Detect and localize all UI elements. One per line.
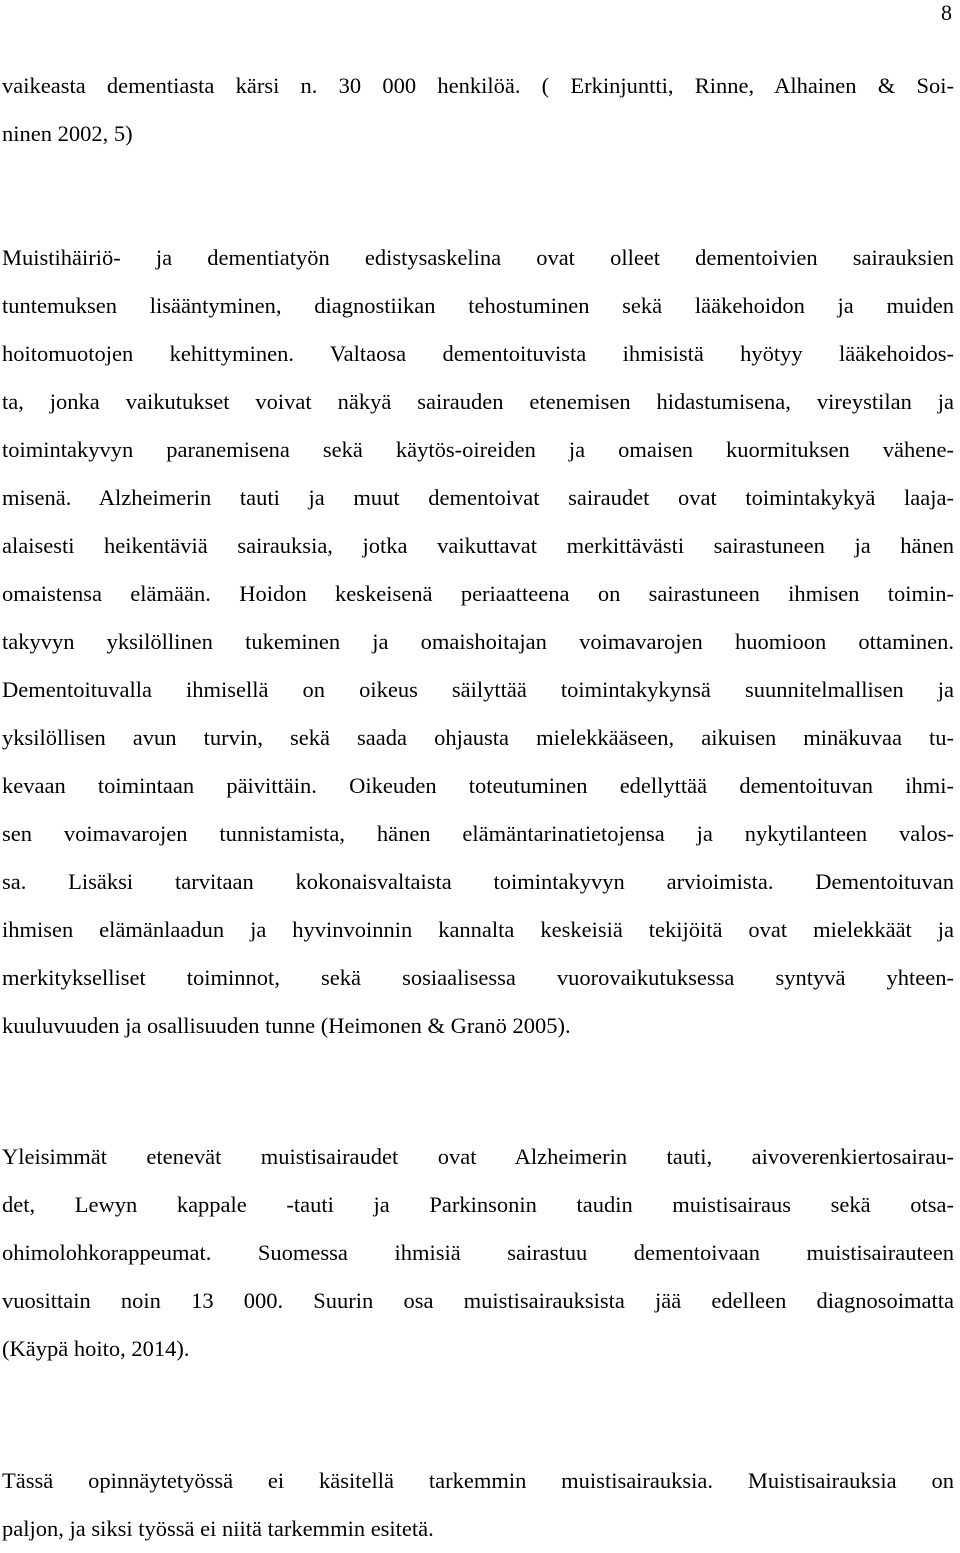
text-line: alaisesti heikentäviä sairauksia, jotka vaikuttavat merkittävästi sairastuneen ja hänen <box>2 533 954 558</box>
text-line: Muistihäiriö- ja dementiatyön edistysaskelina ovat olleet dementoivien sairauksien <box>2 245 954 270</box>
text-line: omaistensa elämään. Hoidon keskeisenä periaatteena on sairastuneen ihmisen toimin- <box>2 581 954 606</box>
text-line: (Käypä hoito, 2014). <box>2 1336 190 1361</box>
text-line: vaikeasta dementiasta kärsi n. 30 000 henkilöä. ( Erkinjuntti, Rinne, Alhainen & Soi- <box>2 73 954 98</box>
page-number: 8 <box>941 0 952 25</box>
text-line: kevaan toimintaan päivittäin. Oikeuden toteutuminen edellyttää dementoituvan ihmi- <box>2 773 954 798</box>
text-line: paljon, ja siksi työssä ei niitä tarkemmin esitetä. <box>2 1516 434 1541</box>
paragraph-3 <box>2 1133 954 1373</box>
text-line: hoitomuotojen kehittyminen. Valtaosa dementoituvista ihmisistä hyötyy lääkehoidos- <box>2 341 954 366</box>
text-line: merkitykselliset toiminnot, sekä sosiaalisessa vuorovaikutuksessa syntyvä yhteen- <box>2 965 954 990</box>
text-line: yksilöllisen avun turvin, sekä saada ohjausta mielekkääseen, aikuisen minäkuvaa tu- <box>2 725 954 750</box>
paragraph-2 <box>2 234 954 1050</box>
text-line: misenä. Alzheimerin tauti ja muut dementoivat sairaudet ovat toimintakykyä laaja- <box>2 485 954 510</box>
text-line: sen voimavarojen tunnistamista, hänen elämäntarinatietojensa ja nykytilanteen valos- <box>2 821 954 846</box>
text-line: toimintakyvyn paranemisena sekä käytös-oireiden ja omaisen kuormituksen vähene- <box>2 437 954 462</box>
text-line: Yleisimmät etenevät muistisairaudet ovat Alzheimerin tauti, aivoverenkiertosairau- <box>2 1144 954 1169</box>
text-line: det, Lewyn kappale -tauti ja Parkinsonin taudin muistisairaus sekä otsa- <box>2 1192 954 1217</box>
paragraph-1 <box>2 62 954 158</box>
text-line: sa. Lisäksi tarvitaan kokonaisvaltaista toimintakyvyn arvioimista. Dementoituvan <box>2 869 954 894</box>
text-line: ninen 2002, 5) <box>2 121 133 146</box>
text-line: ohimolohkorappeumat. Suomessa ihmisiä sairastuu dementoivaan muistisairauteen <box>2 1240 954 1265</box>
paragraph-4 <box>2 1457 954 1553</box>
text-line: tuntemuksen lisääntyminen, diagnostiikan tehostuminen sekä lääkehoidon ja muiden <box>2 293 954 318</box>
text-line: ta, jonka vaikutukset voivat näkyä sairauden etenemisen hidastumisena, vireystilan ja <box>2 389 954 414</box>
text-line: ihmisen elämänlaadun ja hyvinvoinnin kannalta keskeisiä tekijöitä ovat mielekkäät ja <box>2 917 954 942</box>
text-line: Tässä opinnäytetyössä ei käsitellä tarkemmin muistisairauksia. Muistisairauksia on <box>2 1468 954 1493</box>
text-line: vuosittain noin 13 000. Suurin osa muistisairauksista jää edelleen diagnosoimatta <box>2 1288 954 1313</box>
text-line: takyvyn yksilöllinen tukeminen ja omaishoitajan voimavarojen huomioon ottaminen. <box>2 629 954 654</box>
text-line: Dementoituvalla ihmisellä on oikeus säilyttää toimintakykynsä suunnitelmallisen ja <box>2 677 954 702</box>
text-line: kuuluvuuden ja osallisuuden tunne (Heimonen & Granö 2005). <box>2 1013 571 1038</box>
